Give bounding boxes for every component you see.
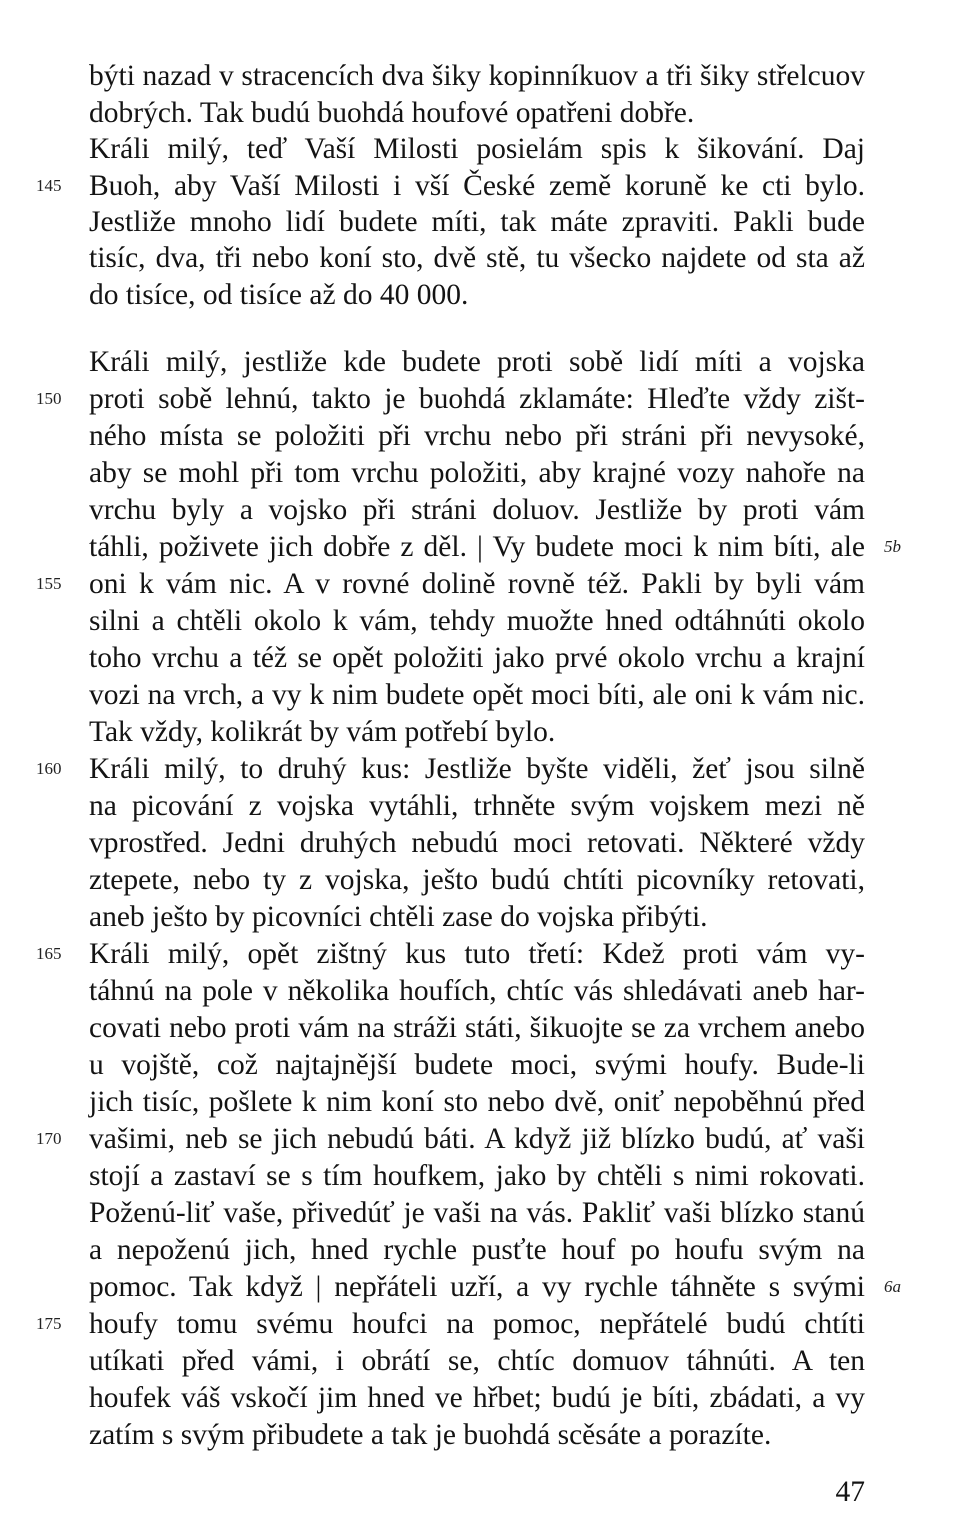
text-line: do tisíce, od tisíce až do 40 000. (89, 279, 469, 311)
text-line: u vojště, což najtajnější budete moci, svými houfy. Bude-li (89, 1049, 865, 1081)
line-number: 155 (36, 574, 62, 593)
text-line: zatím s svým přibudete a tak je buohdá scěsáte a porazíte. (89, 1419, 772, 1451)
text-line: tisíc, dva, tři nebo koní sto, dvě stě, tu všecko najdete od sta až (89, 242, 865, 274)
line-number: 165 (36, 944, 62, 963)
text-line: ztepete, nebo ty z vojska, ješto budú chtíti picovníky retovati, (89, 864, 865, 896)
text-line: ného místa se položiti při vrchu nebo při stráni při nevysoké, (89, 420, 865, 452)
line-number: 170 (36, 1129, 62, 1148)
line-number: 150 (36, 389, 62, 408)
text-line: vašimi, neb se jich nebudú báti. A když již blízko budú, ať vaši (89, 1123, 865, 1155)
text-line: toho vrchu a též se opět položiti jako prvé okolo vrchu a krajní (89, 642, 865, 674)
text-line: covati nebo proti vám na stráži státi, šikuojte se za vrchem anebo (89, 1012, 865, 1044)
line-number: 160 (36, 759, 62, 778)
line-number: 145 (36, 176, 62, 195)
text-line: na picování z vojska vytáhli, trhněte svým vojskem mezi ně (89, 790, 865, 822)
line-number: 175 (36, 1314, 62, 1333)
text-line: Králi milý, teď Vaší Milosti posielám spis k šikování. Daj (89, 133, 865, 165)
page-number: 47 (835, 1476, 865, 1508)
text-line: Králi milý, jestliže kde budete proti sobě lidí míti a vojska (89, 346, 865, 378)
text-line: Jestliže mnoho lidí budete míti, tak máte zpraviti. Pakli bude (89, 206, 865, 238)
text-line: proti sobě lehnú, takto je buohdá zklamáte: Hleďte vždy zišt- (89, 383, 865, 415)
text-line: Králi milý, to druhý kus: Jestliže byšte viděli, žeť jsou silně (89, 753, 865, 785)
text-line: oni k vám nic. A v rovné dolině rovně též. Pakli by byli vám (89, 568, 865, 600)
text-line: utíkati před vámi, i obrátí se, chtíc domuov táhnúti. A ten (89, 1345, 865, 1377)
text-line: aneb ješto by picovníci chtěli zase do vojska přibýti. (89, 901, 708, 933)
text-line: Poženú-liť vaše, přivedúť je vaši na vás. Pakliť vaši blízko stanú (89, 1197, 865, 1229)
text-line: pomoc. Tak když | nepřáteli uzří, a vy rychle táhněte s svými (89, 1271, 865, 1303)
text-line: silni a chtěli okolo k vám, tehdy muožte hned odtáhnúti okolo (89, 605, 865, 637)
text-line: táhnú na pole v několika houfích, chtíc vás shledávati aneb har- (89, 975, 865, 1007)
text-line: dobrých. Tak budú buohdá houfové opatřeni dobře. (89, 97, 695, 129)
text-line: Buoh, aby Vaší Milosti i vší České země koruně ke cti bylo. (89, 170, 865, 202)
folio-mark: 6a (884, 1277, 901, 1296)
text-line: táhli, poživete jich dobře z děl. | Vy budete moci k nim bíti, ale (89, 531, 865, 563)
text-line: vrchu byly a vojsko při stráni doluov. Jestliže by proti vám (89, 494, 865, 526)
text-line: Tak vždy, kolikrát by vám potřebí bylo. (89, 716, 556, 748)
text-line: stojí a zastaví se s tím houfkem, jako by chtěli s nimi rokovati. (89, 1160, 865, 1192)
text-line: houfek váš vskočí jim hned ve hřbet; budú je bíti, zbádati, a vy (89, 1382, 865, 1414)
text-line: a nepoženú jich, hned rychle pusťte houf po houfu svým na (89, 1234, 865, 1266)
text-line: vprostřed. Jedni druhých nebudú moci retovati. Některé vždy (89, 827, 865, 859)
text-line: vozi na vrch, a vy k nim budete opět moci bíti, ale oni k vám nic. (89, 679, 865, 711)
text-line: houfy tomu svému houfci na pomoc, nepřátelé budú chtíti (89, 1308, 865, 1340)
text-line: býti nazad v stracencích dva šiky kopinníkuov a tři šiky střelcuov (89, 60, 865, 92)
text-line: jich tisíc, pošlete k nim koní sto nebo dvě, oniť nepoběhnú před (89, 1086, 865, 1118)
text-line: aby se mohl při tom vrchu položiti, aby krajné vozy nahoře na (89, 457, 865, 489)
text-line: Králi milý, opět zištný kus tuto třetí: Kdež proti vám vy- (89, 938, 865, 970)
folio-mark: 5b (884, 537, 901, 556)
